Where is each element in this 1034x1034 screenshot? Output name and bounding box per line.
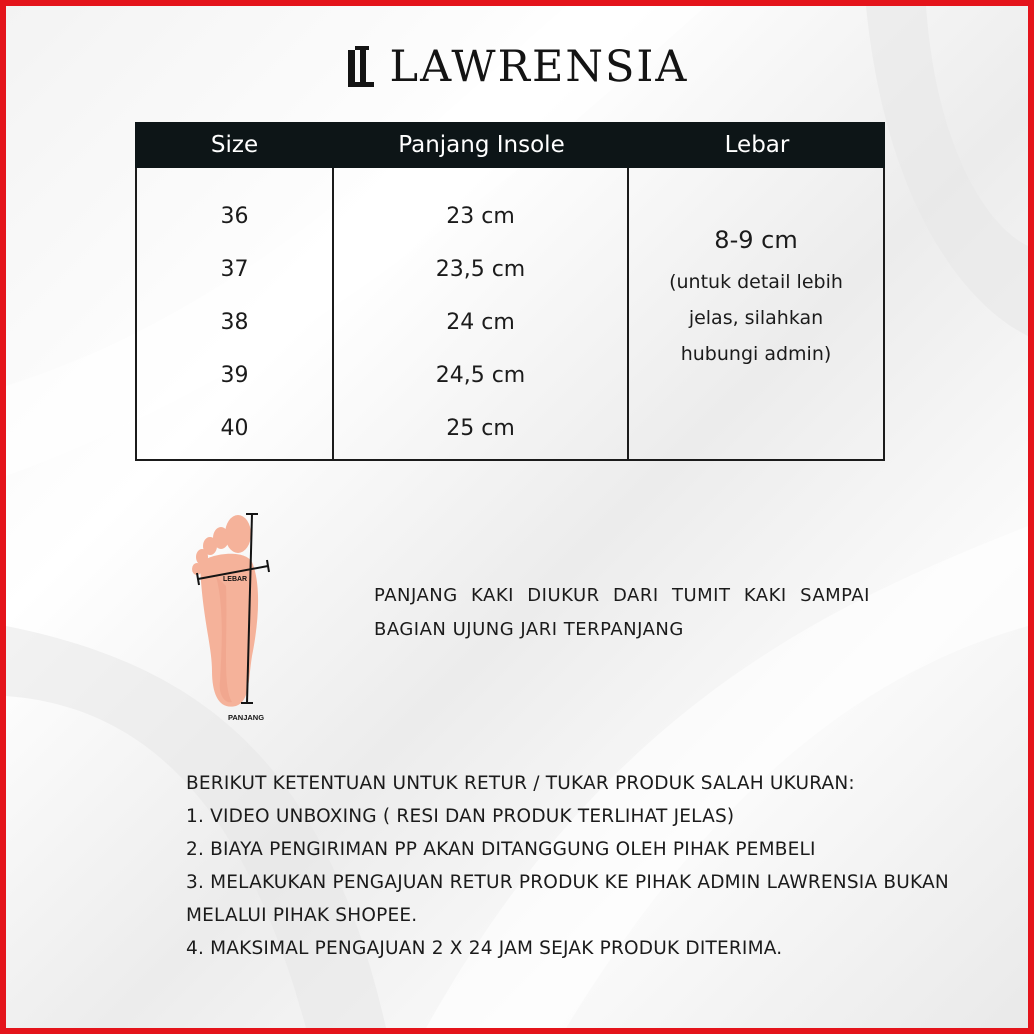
header-insole-length: Panjang Insole xyxy=(398,132,565,158)
size-column xyxy=(137,168,334,459)
insole-length-cell: 24 cm xyxy=(446,310,515,335)
length-diagram-label: PANJANG xyxy=(227,713,265,722)
size-cell: 40 xyxy=(220,416,249,441)
brand-header xyxy=(6,42,1028,92)
lawrensia-monogram-icon xyxy=(346,44,376,90)
insole-length-cell: 24,5 cm xyxy=(435,363,526,388)
header-width: Lebar xyxy=(724,132,790,158)
width-note: (untuk detail lebih jelas, silahkan hubungi admin) xyxy=(669,270,843,365)
size-cell: 37 xyxy=(220,257,249,282)
size-cell: 36 xyxy=(220,204,249,229)
size-cell: 39 xyxy=(220,363,249,388)
insole-length-cell: 23 cm xyxy=(446,204,515,229)
brand-name: LAWRENSIA xyxy=(389,42,689,92)
table-header xyxy=(135,122,885,168)
return-rules xyxy=(186,767,986,965)
return-rules-title: BERIKUT KETENTUAN UNTUK RETUR / TUKAR PRODUK SALAH UKURAN: xyxy=(186,773,855,794)
foot-measurement-icon xyxy=(186,506,286,731)
insole-length-column xyxy=(334,168,629,459)
return-rule-item: 3. MELAKUKAN PENGAJUAN RETUR PRODUK KE PIHAK ADMIN LAWRENSIA BUKAN MELALUI PIHAK SHOPEE. xyxy=(186,872,949,926)
header-size: Size xyxy=(210,132,259,158)
insole-length-cell: 23,5 cm xyxy=(435,257,526,282)
insole-length-cell: 25 cm xyxy=(446,416,515,441)
size-cell: 38 xyxy=(220,310,249,335)
foot-measure-caption: PANJANG KAKI DIUKUR DARI TUMIT KAKI SAMPAI BAGIAN UJUNG JARI TERPANJANG xyxy=(374,585,870,640)
width-column xyxy=(629,168,883,459)
return-rule-item: 2. BIAYA PENGIRIMAN PP AKAN DITANGGUNG OLEH PIHAK PEMBELI xyxy=(186,839,816,860)
width-value: 8-9 cm xyxy=(714,225,798,254)
size-table xyxy=(135,122,885,461)
width-diagram-label: LEBAR xyxy=(223,576,248,583)
table-body xyxy=(135,168,885,461)
return-rule-item: 1. VIDEO UNBOXING ( RESI DAN PRODUK TERLIHAT JELAS) xyxy=(186,806,735,827)
return-rule-item: 4. MAKSIMAL PENGAJUAN 2 X 24 JAM SEJAK PRODUK DITERIMA. xyxy=(186,938,783,959)
